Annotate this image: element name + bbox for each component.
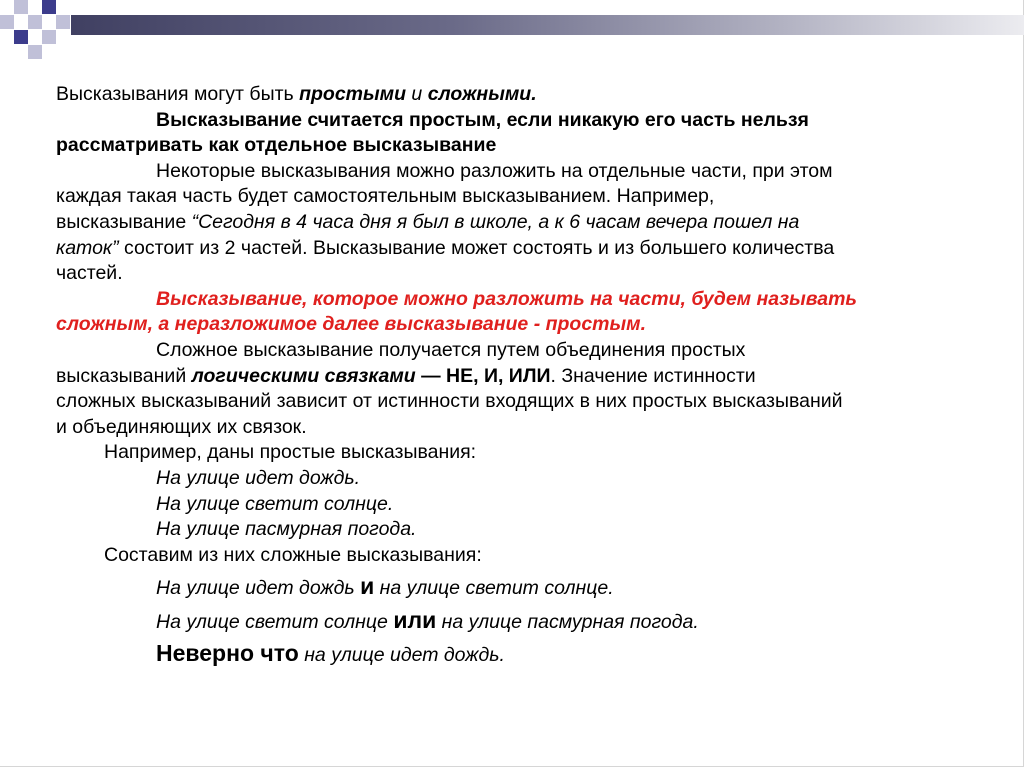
text-segment: и — [406, 83, 428, 105]
compound-statement-or — [56, 608, 996, 636]
text-line — [56, 364, 996, 390]
text-segment: На улице идет дождь — [156, 577, 361, 600]
text-line: сложных высказываний зависит от истинности входящих в них простых высказываний — [56, 390, 843, 413]
text-segment: На улице светит солнце — [156, 610, 394, 633]
example-quote: каток” — [56, 236, 119, 259]
decor-square — [42, 30, 56, 44]
connective-and: и — [360, 573, 375, 600]
definition-complex-line: Высказывание, которое можно разложить на части, будем называть — [156, 287, 858, 310]
text-line — [56, 236, 996, 262]
compound-statement-not — [56, 641, 996, 669]
text-line: Сложное высказывание получается путем объединения простых — [156, 338, 746, 361]
text-segment: высказываний — [56, 364, 192, 387]
decor-square — [28, 45, 42, 59]
definition-complex-line: сложным, а неразложимое далее высказывание - простым. — [56, 313, 647, 336]
text-segment: . Значение истинности — [550, 364, 756, 387]
compound-statement-and — [56, 574, 996, 602]
text-segment: на улице пасмурная погода. — [436, 610, 699, 633]
example-statement: На улице идет дождь. — [156, 466, 361, 489]
text-line: частей. — [56, 262, 123, 285]
text-line — [56, 82, 996, 108]
text-segment: состоит из 2 частей. Высказывание может состоять и из большего количества — [118, 236, 835, 259]
decor-square — [28, 15, 42, 29]
example-statement: На улице пасмурная погода. — [156, 518, 417, 541]
example-quote: “Сегодня в 4 часа дня я был в школе, а к 6 часам вечера пошел на — [191, 210, 800, 233]
text-line: каждая такая часть будет самостоятельным высказыванием. Например, — [56, 185, 715, 208]
decor-square — [56, 15, 70, 29]
connective-list: — НЕ, И, ИЛИ — [415, 364, 551, 387]
text-segment: на улице светит солнце. — [374, 577, 614, 600]
slide-text — [56, 82, 996, 669]
header-gradient-bar — [71, 15, 1024, 35]
decor-square — [14, 30, 28, 44]
text-line: Составим из них сложные высказывания: — [104, 543, 482, 566]
decor-square — [14, 0, 28, 14]
text-segment: высказывание — [56, 210, 192, 233]
emphasis-simple: простыми — [299, 83, 407, 105]
definition-simple-line: рассматривать как отдельное высказывание — [56, 134, 497, 157]
text-segment: Высказывания могут быть — [56, 83, 300, 105]
text-line: Например, даны простые высказывания: — [104, 441, 477, 464]
decor-square — [42, 0, 56, 14]
connective-or: или — [393, 606, 437, 633]
emphasis-connectives: логическими связками — [191, 364, 416, 387]
emphasis-complex: сложными. — [427, 83, 537, 105]
text-line — [56, 210, 996, 236]
decorative-header — [0, 0, 1024, 50]
definition-simple-line: Высказывание считается простым, если никакую его часть нельзя — [156, 108, 809, 131]
example-statement: На улице светит солнце. — [156, 492, 394, 515]
decor-square — [0, 15, 14, 29]
text-segment: на улице идет дождь. — [298, 644, 505, 667]
text-line: и объединяющих их связок. — [56, 415, 307, 438]
text-line: Некоторые высказывания можно разложить на отдельные части, при этом — [156, 159, 833, 182]
connective-not: Неверно что — [156, 640, 299, 667]
